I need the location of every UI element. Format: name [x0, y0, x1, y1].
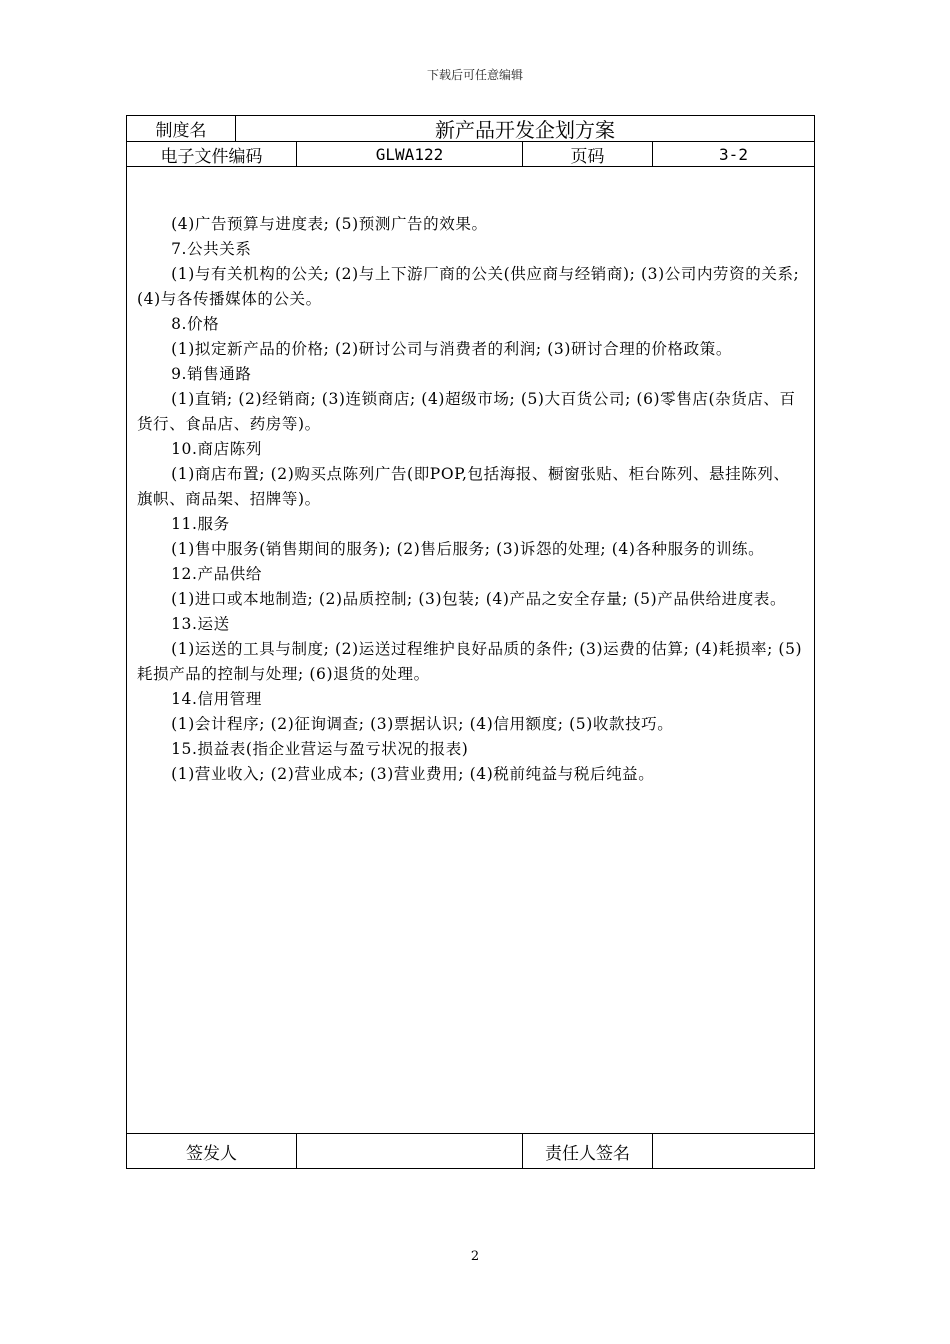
page-code: 3-2	[719, 144, 748, 164]
content-line: (1)售中服务(销售期间的服务); (2)售后服务; (3)诉怨的处理; (4)各种服务的训练。	[171, 540, 765, 558]
content-line: (1)与有关机构的公关; (2)与上下游厂商的公关(供应商与经销商); (3)公司内劳资的关系; (4)与各传播媒体的公关。	[137, 265, 800, 308]
document-table	[126, 115, 815, 1169]
section-heading: 7.公共关系	[171, 240, 252, 258]
content-line: (1)直销; (2)经销商; (3)连锁商店; (4)超级市场; (5)大百货公司; (6)零售店(杂货店、百货行、食品店、药房等)。	[137, 390, 796, 433]
section-heading: 8.价格	[171, 315, 220, 333]
section-heading: 15.损益表(指企业营运与盈亏状况的报表)	[171, 740, 469, 758]
content-line: (4)广告预算与进度表; (5)预测广告的效果。	[171, 215, 488, 233]
label-responsible-cell: 责任人签名	[523, 1134, 653, 1169]
content-line: (1)商店布置; (2)购买点陈列广告(即POP,包括海报、橱窗张贴、柜台陈列、悬挂陈列、旗帜、商品架、招牌等)。	[137, 465, 790, 508]
title-row	[127, 116, 814, 142]
content-body	[137, 212, 804, 787]
document-title: 新产品开发企划方案	[435, 118, 615, 142]
section-heading: 11.服务	[171, 515, 230, 533]
section-heading: 14.信用管理	[171, 690, 262, 708]
issuer-field	[297, 1134, 523, 1169]
file-code: GLWA122	[297, 142, 523, 166]
page-number: 2	[470, 1249, 480, 1264]
content-line: (1)拟定新产品的价格; (2)研讨公司与消费者的利润; (3)研讨合理的价格政策。	[171, 340, 732, 358]
label-code-cell: 电子文件编码	[127, 142, 297, 166]
section-heading: 12.产品供给	[171, 565, 262, 583]
signature-row	[127, 1133, 814, 1169]
section-heading: 10.商店陈列	[171, 440, 262, 458]
content-line: (1)会计程序; (2)征询调查; (3)票据认识; (4)信用额度; (5)收款技巧。	[171, 715, 674, 733]
content-line: (1)运送的工具与制度; (2)运送过程维护良好品质的条件; (3)运费的估算; (4)耗损率; (5)耗损产品的控制与处理; (6)退货的处理。	[137, 640, 803, 683]
label-page-cell: 页码	[523, 142, 653, 166]
label-name-cell: 制度名	[127, 116, 236, 141]
section-heading: 9.销售通路	[171, 365, 252, 383]
responsible-field	[653, 1134, 814, 1169]
section-heading: 13.运送	[171, 615, 230, 633]
content-line: (1)进口或本地制造; (2)品质控制; (3)包装; (4)产品之安全存量; (5)产品供给进度表。	[171, 590, 787, 608]
code-row	[127, 142, 814, 167]
label-issuer-cell: 签发人	[127, 1134, 297, 1169]
header-note: 下载后可任意编辑	[426, 68, 523, 82]
content-line: (1)营业收入; (2)营业成本; (3)营业费用; (4)税前纯益与税后纯益。	[171, 765, 655, 783]
